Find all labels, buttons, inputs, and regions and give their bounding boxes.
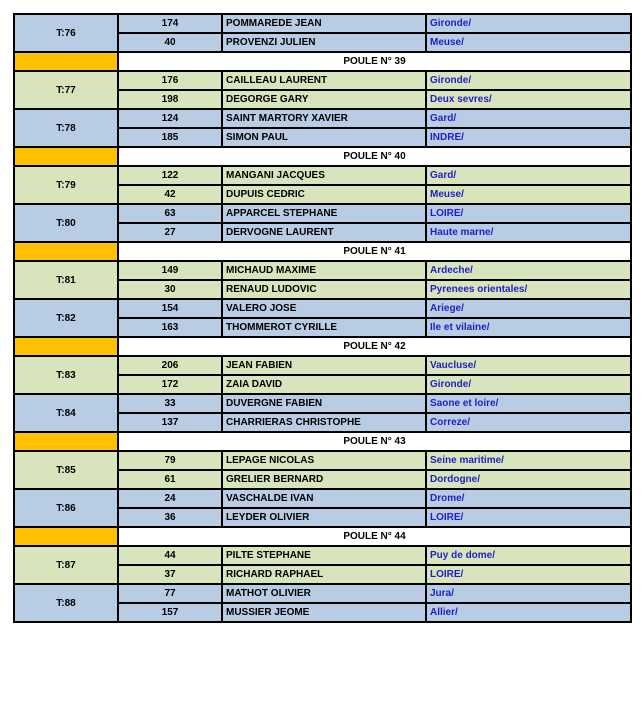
poule-marker-cell bbox=[14, 242, 118, 261]
player-number: 37 bbox=[118, 565, 222, 584]
player-name: MANGANI JACQUES bbox=[222, 166, 426, 185]
player-department: Pyrenees orientales/ bbox=[426, 280, 631, 299]
player-name: VASCHALDE IVAN bbox=[222, 489, 426, 508]
poule-title: POULE N° 42 bbox=[118, 337, 631, 356]
player-name: MATHOT OLIVIER bbox=[222, 584, 426, 603]
player-department: Correze/ bbox=[426, 413, 631, 432]
player-name: DUPUIS CEDRIC bbox=[222, 185, 426, 204]
player-name: RENAUD LUDOVIC bbox=[222, 280, 426, 299]
table-row bbox=[14, 356, 631, 375]
player-number: 63 bbox=[118, 204, 222, 223]
player-number: 149 bbox=[118, 261, 222, 280]
player-number: 40 bbox=[118, 33, 222, 52]
poule-marker-cell bbox=[14, 527, 118, 546]
table-number-label: T:84 bbox=[14, 394, 118, 432]
table-row bbox=[14, 204, 631, 223]
poule-header-row bbox=[14, 337, 631, 356]
player-name: PROVENZI JULIEN bbox=[222, 33, 426, 52]
poule-marker-cell bbox=[14, 337, 118, 356]
table-row bbox=[14, 261, 631, 280]
player-name: SIMON PAUL bbox=[222, 128, 426, 147]
player-number: 44 bbox=[118, 546, 222, 565]
player-number: 79 bbox=[118, 451, 222, 470]
table-row bbox=[14, 489, 631, 508]
player-department: Vaucluse/ bbox=[426, 356, 631, 375]
table-number-label: T:81 bbox=[14, 261, 118, 299]
pairings-sheet bbox=[13, 13, 630, 623]
player-department: LOIRE/ bbox=[426, 508, 631, 527]
player-department: Gironde/ bbox=[426, 375, 631, 394]
player-number: 36 bbox=[118, 508, 222, 527]
player-number: 157 bbox=[118, 603, 222, 622]
player-department: Jura/ bbox=[426, 584, 631, 603]
poule-title: POULE N° 43 bbox=[118, 432, 631, 451]
pairings-table bbox=[13, 13, 632, 623]
player-department: Gironde/ bbox=[426, 71, 631, 90]
table-row bbox=[14, 166, 631, 185]
poule-title: POULE N° 39 bbox=[118, 52, 631, 71]
player-department: Deux sevres/ bbox=[426, 90, 631, 109]
table-row bbox=[14, 584, 631, 603]
player-number: 42 bbox=[118, 185, 222, 204]
player-name: VALERO JOSE bbox=[222, 299, 426, 318]
player-department: Seine maritime/ bbox=[426, 451, 631, 470]
player-name: JEAN FABIEN bbox=[222, 356, 426, 375]
player-department: INDRE/ bbox=[426, 128, 631, 147]
player-number: 124 bbox=[118, 109, 222, 128]
table-number-label: T:85 bbox=[14, 451, 118, 489]
player-number: 122 bbox=[118, 166, 222, 185]
player-department: Puy de dome/ bbox=[426, 546, 631, 565]
player-name: POMMAREDE JEAN bbox=[222, 14, 426, 33]
player-name: CHARRIERAS CHRISTOPHE bbox=[222, 413, 426, 432]
player-department: Dordogne/ bbox=[426, 470, 631, 489]
player-number: 77 bbox=[118, 584, 222, 603]
player-number: 206 bbox=[118, 356, 222, 375]
player-name: PILTE STEPHANE bbox=[222, 546, 426, 565]
pairings-body bbox=[14, 14, 631, 622]
player-number: 30 bbox=[118, 280, 222, 299]
poule-header-row bbox=[14, 432, 631, 451]
player-department: Ardeche/ bbox=[426, 261, 631, 280]
poule-header-row bbox=[14, 242, 631, 261]
player-department: Gard/ bbox=[426, 109, 631, 128]
player-name: LEPAGE NICOLAS bbox=[222, 451, 426, 470]
player-number: 33 bbox=[118, 394, 222, 413]
table-number-label: T:82 bbox=[14, 299, 118, 337]
table-row bbox=[14, 109, 631, 128]
player-name: MICHAUD MAXIME bbox=[222, 261, 426, 280]
player-number: 137 bbox=[118, 413, 222, 432]
player-number: 176 bbox=[118, 71, 222, 90]
table-number-label: T:83 bbox=[14, 356, 118, 394]
player-department: Allier/ bbox=[426, 603, 631, 622]
player-name: GRELIER BERNARD bbox=[222, 470, 426, 489]
poule-header-row bbox=[14, 527, 631, 546]
poule-header-row bbox=[14, 147, 631, 166]
player-name: DEGORGE GARY bbox=[222, 90, 426, 109]
player-number: 198 bbox=[118, 90, 222, 109]
table-number-label: T:86 bbox=[14, 489, 118, 527]
player-department: Gironde/ bbox=[426, 14, 631, 33]
table-number-label: T:76 bbox=[14, 14, 118, 52]
player-name: DUVERGNE FABIEN bbox=[222, 394, 426, 413]
player-number: 174 bbox=[118, 14, 222, 33]
player-number: 163 bbox=[118, 318, 222, 337]
table-row bbox=[14, 451, 631, 470]
player-name: MUSSIER JEOME bbox=[222, 603, 426, 622]
player-name: RICHARD RAPHAEL bbox=[222, 565, 426, 584]
table-number-label: T:78 bbox=[14, 109, 118, 147]
player-name: ZAIA DAVID bbox=[222, 375, 426, 394]
table-number-label: T:77 bbox=[14, 71, 118, 109]
player-number: 61 bbox=[118, 470, 222, 489]
table-row bbox=[14, 299, 631, 318]
player-name: LEYDER OLIVIER bbox=[222, 508, 426, 527]
poule-title: POULE N° 41 bbox=[118, 242, 631, 261]
player-number: 27 bbox=[118, 223, 222, 242]
poule-header-row bbox=[14, 52, 631, 71]
table-number-label: T:87 bbox=[14, 546, 118, 584]
player-name: THOMMEROT CYRILLE bbox=[222, 318, 426, 337]
player-department: Drome/ bbox=[426, 489, 631, 508]
table-number-label: T:79 bbox=[14, 166, 118, 204]
player-department: Haute marne/ bbox=[426, 223, 631, 242]
player-department: Meuse/ bbox=[426, 185, 631, 204]
player-name: CAILLEAU LAURENT bbox=[222, 71, 426, 90]
poule-marker-cell bbox=[14, 432, 118, 451]
player-department: Gard/ bbox=[426, 166, 631, 185]
poule-marker-cell bbox=[14, 52, 118, 71]
player-number: 172 bbox=[118, 375, 222, 394]
table-row bbox=[14, 394, 631, 413]
player-department: Ariege/ bbox=[426, 299, 631, 318]
player-number: 185 bbox=[118, 128, 222, 147]
poule-title: POULE N° 40 bbox=[118, 147, 631, 166]
table-row bbox=[14, 71, 631, 90]
player-number: 154 bbox=[118, 299, 222, 318]
table-number-label: T:88 bbox=[14, 584, 118, 622]
player-name: SAINT MARTORY XAVIER bbox=[222, 109, 426, 128]
player-name: DERVOGNE LAURENT bbox=[222, 223, 426, 242]
player-department: Ile et vilaine/ bbox=[426, 318, 631, 337]
player-department: LOIRE/ bbox=[426, 565, 631, 584]
player-department: Saone et loire/ bbox=[426, 394, 631, 413]
player-number: 24 bbox=[118, 489, 222, 508]
table-row bbox=[14, 14, 631, 33]
player-department: LOIRE/ bbox=[426, 204, 631, 223]
table-number-label: T:80 bbox=[14, 204, 118, 242]
poule-marker-cell bbox=[14, 147, 118, 166]
poule-title: POULE N° 44 bbox=[118, 527, 631, 546]
player-department: Meuse/ bbox=[426, 33, 631, 52]
player-name: APPARCEL STEPHANE bbox=[222, 204, 426, 223]
table-row bbox=[14, 546, 631, 565]
